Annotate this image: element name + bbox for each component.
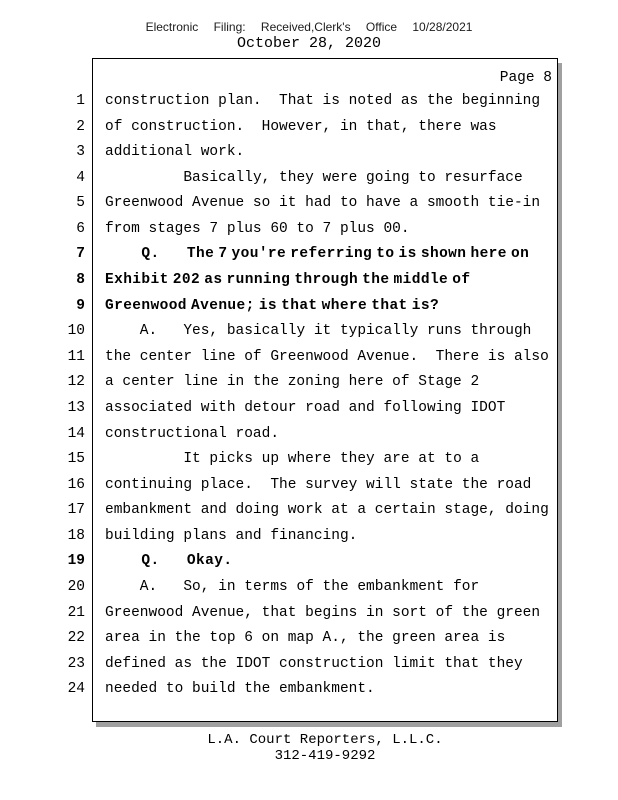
line-text: defined as the IDOT construction limit that they [105, 655, 523, 672]
transcript-body [0, 89, 618, 703]
line-text: construction plan. That is noted as the beginning [105, 93, 541, 109]
line-number: 11 [67, 348, 85, 365]
transcript-line [0, 447, 618, 473]
line-text: Greenwood Avenue so it had to have a smooth tie-in [105, 195, 541, 212]
transcript-line [0, 191, 618, 217]
transcript-line [0, 115, 618, 141]
transcript-line [0, 217, 618, 243]
transcript-line [0, 626, 618, 652]
efiling-stamp: Electronic Filing: Received,Clerk's Office 10/28/2021 [145, 20, 473, 34]
line-text: constructional road. [105, 425, 280, 442]
line-text: Greenwood Avenue, that begins in sort of the green [105, 604, 541, 621]
line-number: 13 [67, 399, 85, 416]
transcript-line [0, 524, 618, 550]
line-number: 21 [67, 604, 85, 621]
line-text: the center line of Greenwood Avenue. There is also [105, 348, 549, 365]
transcript-line-question [0, 242, 618, 268]
line-number: 22 [67, 630, 85, 647]
line-text: additional work. [105, 144, 245, 161]
transcript-line [0, 677, 618, 703]
line-number: 14 [67, 425, 85, 442]
line-number: 12 [67, 374, 85, 391]
line-number: 7 [76, 246, 85, 263]
line-number: 9 [76, 297, 85, 314]
line-text: Basically, they were going to resurface [183, 169, 523, 186]
line-text: A. So, in terms of the embankment for [105, 578, 480, 595]
line-text: embankment and doing work at a certain stage, doing [105, 502, 549, 519]
line-text: from stages 7 plus 60 to 7 plus 00. [105, 220, 410, 237]
line-number: 2 [76, 118, 85, 135]
transcript-line [0, 473, 618, 499]
transcript-line-question [0, 294, 618, 320]
transcript-line [0, 89, 618, 115]
transcript-line [0, 422, 618, 448]
transcript-line [0, 319, 618, 345]
line-number: 3 [76, 144, 85, 161]
line-number: 23 [67, 655, 85, 672]
line-number: 4 [76, 169, 85, 186]
deposition-date: October 28, 2020 [236, 35, 382, 52]
line-text: Exhibit 202 as running through the middle of [105, 272, 471, 289]
line-number: 20 [67, 578, 85, 595]
line-number: 24 [67, 681, 85, 698]
line-text: It picks up where they are at to a [183, 451, 480, 468]
transcript-line-question [0, 268, 618, 294]
transcript-line-question [0, 549, 618, 575]
line-number: 10 [67, 323, 85, 340]
line-text: building plans and financing. [105, 527, 358, 544]
line-number: 17 [67, 502, 85, 519]
line-text: Q. The 7 you're referring to is shown here on [105, 246, 530, 263]
transcript-line [0, 140, 618, 166]
line-number: 15 [67, 451, 85, 468]
transcript-line [0, 601, 618, 627]
reporter-company: L.A. Court Reporters, L.L.C. [207, 732, 443, 748]
line-number: 6 [76, 220, 85, 237]
transcript-line [0, 166, 618, 192]
line-text: Greenwood Avenue; is that where that is? [105, 297, 440, 314]
transcript-line [0, 498, 618, 524]
line-text: Q. Okay. [105, 553, 233, 570]
transcript-line [0, 396, 618, 422]
line-text: continuing place. The survey will state the road [105, 476, 532, 493]
transcript-line [0, 575, 618, 601]
line-number: 16 [67, 476, 85, 493]
reporter-phone: 312-419-9292 [274, 747, 376, 764]
line-number: 5 [76, 195, 85, 212]
line-text: A. Yes, basically it typically runs through [105, 323, 532, 340]
transcript-line [0, 345, 618, 371]
line-number: 19 [67, 553, 85, 570]
line-text: needed to build the embankment. [105, 681, 375, 698]
line-text: area in the top 6 on map A., the green area is [105, 630, 506, 647]
line-text: of construction. However, in that, there was [105, 118, 497, 135]
reporter-footer [92, 733, 558, 764]
line-text: associated with detour road and following IDOT [105, 399, 506, 416]
line-number: 8 [76, 272, 85, 289]
page-number: Page 8 [499, 70, 552, 86]
transcript-line [0, 370, 618, 396]
line-number: 1 [76, 93, 85, 109]
transcript-line [0, 652, 618, 678]
line-text: a center line in the zoning here of Stage 2 [105, 374, 480, 391]
line-number: 18 [67, 527, 85, 544]
